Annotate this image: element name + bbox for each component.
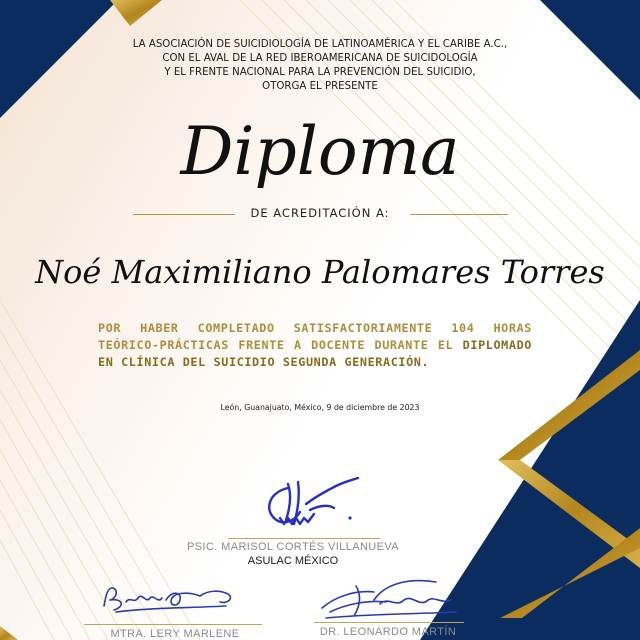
left-signature <box>96 580 240 618</box>
main-signature-line <box>228 538 380 539</box>
issuer-line-1: LA ASOCIACIÓN DE SUICIDIOLOGÍA DE LATINOAMÉRICA Y EL CARIBE A.C., <box>132 39 508 50</box>
body-line-1: POR HABER COMPLETADO SATISFACTORIAMENTE 104 HORAS <box>98 321 532 335</box>
program-name: EN CLÍNICA DEL SUICIDIO SEGUNDA GENERACIÓN. <box>98 355 430 369</box>
corner-gold-top-left <box>110 0 162 26</box>
issuer-line-4: OTORGA EL PRESENTE <box>262 81 378 92</box>
accreditation-text <box>98 320 532 371</box>
gold-sliver-bottom-left <box>0 626 18 640</box>
main-signature <box>258 474 370 536</box>
issuer-statement <box>0 38 640 94</box>
right-signer-name: DR. LEONARDO MARTÍN <box>319 626 457 638</box>
right-signature-line <box>314 622 464 623</box>
body-line-2 <box>98 337 532 354</box>
main-signer-organization: ASULAC MÉXICO <box>247 555 339 567</box>
body-line-2-text: TEÓRICO-PRÁCTICAS FRENTE A DOCENTE DURANTE EL <box>98 338 463 352</box>
issuer-line-2: CON EL AVAL DE LA RED IBEROAMERICANA DE SUICIDOLOGÍA <box>162 53 478 64</box>
diploma-title: Diploma <box>180 113 460 190</box>
main-signer-name: PSIC. MARISOL CORTÉS VILLANUEVA <box>186 541 400 553</box>
subtitle: DE ACREDITACIÓN A: <box>250 206 390 220</box>
issue-date-place: León, Guanajuato, México, 9 de diciembre de 2023 <box>220 403 420 412</box>
subtitle-rule-right <box>410 214 508 215</box>
left-signature-line <box>84 624 262 625</box>
right-signature <box>316 574 462 622</box>
program-type: DIPLOMADO <box>462 338 532 352</box>
recipient-name: Noé Maximiliano Palomares Torres <box>35 253 605 291</box>
left-signer-name: MTRA. LERY MARLENE <box>110 628 240 640</box>
issuer-line-3: Y EL FRENTE NACIONAL PARA LA PREVENCIÓN DEL SUICIDIO, <box>164 67 476 78</box>
